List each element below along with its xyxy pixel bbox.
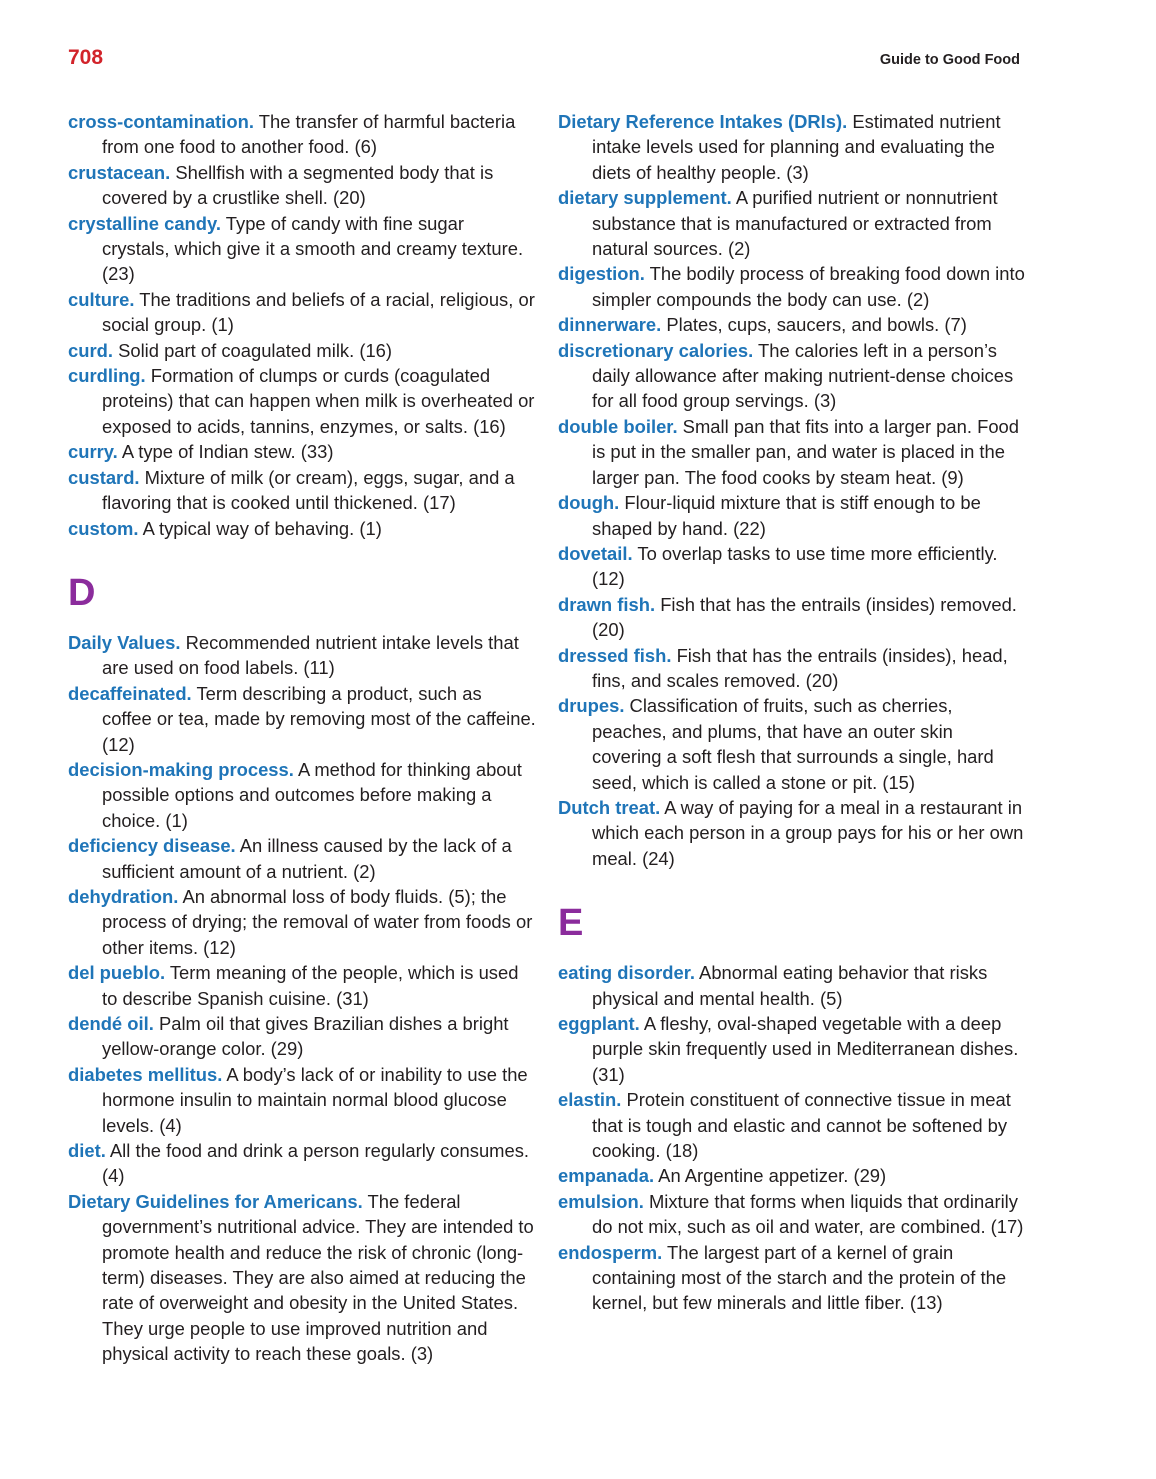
glossary-term: Dietary Guidelines for Americans.	[68, 1190, 363, 1212]
glossary-definition: Formation of clumps or curds (coagulated proteins) that can happen when milk is overheated or exposed to acids, tannins, enzymes, or salts. (16)	[102, 365, 535, 437]
glossary-entry	[68, 363, 536, 439]
glossary-entry	[558, 490, 1026, 541]
glossary-definition: An abnormal loss of body fluids. (5); the process of drying; the removal of water from foods or other items. (12)	[102, 885, 533, 958]
left-section-entries	[68, 630, 536, 1367]
page-number: 708	[68, 46, 104, 69]
glossary-definition: The traditions and beliefs of a racial, religious, or social group. (1)	[102, 288, 535, 336]
glossary-term: double boiler.	[558, 415, 678, 437]
glossary-entry	[558, 643, 1026, 694]
glossary-definition: A body’s lack of or inability to use the hormone insulin to maintain normal blood glucose levels. (4)	[102, 1063, 528, 1136]
glossary-definition: Shellfish with a segmented body that is covered by a crustlike shell. (20)	[102, 161, 494, 209]
glossary-term: Daily Values.	[68, 631, 181, 653]
glossary-term: deficiency disease.	[68, 835, 236, 857]
glossary-entry	[68, 630, 536, 681]
glossary-definition: Flour-liquid mixture that is stiff enough to be shaped by hand. (22)	[592, 492, 981, 539]
glossary-entry	[558, 1240, 1026, 1316]
glossary-term: eggplant.	[558, 1013, 640, 1034]
glossary-entry	[68, 1062, 536, 1138]
glossary-definition: A way of paying for a meal in a restaurant in which each person in a group pays for his or her own meal. (24)	[592, 796, 1024, 869]
glossary-term: dinnerware.	[558, 314, 662, 336]
glossary-entry	[558, 1087, 1026, 1163]
glossary-entry	[68, 960, 536, 1011]
glossary-term: drawn fish.	[558, 593, 656, 615]
glossary-entry	[558, 312, 1026, 337]
glossary-term: dendé oil.	[68, 1013, 154, 1034]
glossary-definition: A type of Indian stew. (33)	[117, 441, 334, 463]
glossary-definition: Fish that has the entrails (insides) removed. (20)	[592, 593, 1017, 641]
glossary-entry	[68, 439, 536, 464]
glossary-entry	[68, 1011, 536, 1062]
glossary-term: emulsion.	[558, 1190, 644, 1212]
glossary-definition: Solid part of coagulated milk. (16)	[112, 339, 393, 361]
glossary-term: Dietary Reference Intakes (DRIs).	[558, 111, 848, 132]
glossary-term: elastin.	[558, 1089, 622, 1111]
glossary-entry	[558, 109, 1026, 185]
glossary-definition: The federal government’s nutritional advice. They are intended to promote health and reduce the risk of chronic (long-term) diseases. They are also aimed at reducing the rate of overweight and obesity in the United States. They urge people to use improved nutrition and physical activity to reach these goals. (3)	[102, 1190, 534, 1365]
glossary-entry	[68, 465, 536, 516]
glossary-definition: Fish that has the entrails (insides), head, fins, and scales removed. (20)	[592, 644, 1008, 691]
right-column	[558, 109, 1026, 1316]
glossary-entry	[558, 795, 1026, 871]
glossary-term: decaffeinated.	[68, 682, 192, 704]
glossary-definition: The calories left in a person’s daily allowance after making nutrient-dense choices for all food group servings. (3)	[592, 339, 1014, 412]
glossary-definition: The transfer of harmful bacteria from one food to another food. (6)	[102, 111, 516, 158]
glossary-definition: The largest part of a kernel of grain containing most of the starch and the protein of the kernel, but few minerals and little fiber. (13)	[592, 1241, 1007, 1314]
glossary-entry	[68, 160, 536, 211]
glossary-entry	[68, 516, 536, 541]
glossary-entry	[68, 1189, 536, 1367]
glossary-definition: Abnormal eating behavior that risks physical and mental health. (5)	[592, 962, 988, 1009]
glossary-definition: Classification of fruits, such as cherries, peaches, and plums, that have an outer skin covering a soft flesh that surrounds a single, hard seed, which is called a stone or pit. (15)	[592, 695, 994, 793]
glossary-definition: A purified nutrient or nonnutrient substance that is manufactured or extracted from natural sources. (2)	[592, 187, 998, 260]
glossary-entry	[558, 261, 1026, 312]
right-top-entries	[558, 109, 1026, 871]
glossary-term: crystalline candy.	[68, 212, 221, 234]
glossary-term: curdling.	[68, 365, 146, 387]
glossary-term: dietary supplement.	[558, 187, 732, 209]
glossary-term: del pueblo.	[68, 962, 166, 984]
glossary-definition: An illness caused by the lack of a sufficient amount of a nutrient. (2)	[102, 835, 512, 882]
right-section-entries	[558, 960, 1026, 1316]
glossary-entry	[68, 884, 536, 960]
glossary-definition: Plates, cups, saucers, and bowls. (7)	[661, 314, 967, 336]
glossary-entry	[68, 211, 536, 287]
glossary-term: cross-contamination.	[68, 111, 254, 132]
running-head: Guide to Good Food	[879, 52, 1020, 68]
glossary-term: drupes.	[558, 695, 625, 717]
glossary-entry	[68, 287, 536, 338]
glossary-entry	[558, 1011, 1026, 1087]
glossary-entry	[558, 693, 1026, 795]
glossary-definition: A fleshy, oval-shaped vegetable with a deep purple skin frequently used in Mediterranean dishes. (31)	[592, 1013, 1019, 1085]
glossary-term: dehydration.	[68, 885, 179, 907]
glossary-definition: All the food and drink a person regularly consumes. (4)	[102, 1140, 530, 1187]
glossary-term: eating disorder.	[558, 962, 695, 984]
section-letter-d: D	[68, 571, 96, 614]
glossary-definition: Mixture of milk (or cream), eggs, sugar, and a flavoring that is cooked until thickened. (17)	[102, 466, 515, 514]
left-column	[68, 109, 536, 1367]
glossary-term: empanada.	[558, 1165, 655, 1187]
glossary-term: custom.	[68, 517, 139, 539]
glossary-entry	[558, 414, 1026, 490]
glossary-term: decision-making process.	[68, 758, 294, 780]
glossary-entry	[558, 541, 1026, 592]
glossary-definition: Recommended nutrient intake levels that are used on food labels. (11)	[102, 631, 519, 679]
glossary-definition: Term describing a product, such as coffee or tea, made by removing most of the caffeine. (12)	[102, 682, 536, 755]
glossary-term: custard.	[68, 466, 140, 488]
glossary-entry	[68, 757, 536, 833]
glossary-term: diabetes mellitus.	[68, 1063, 223, 1085]
glossary-entry	[558, 185, 1026, 261]
glossary-definition: A typical way of behaving. (1)	[138, 517, 382, 539]
glossary-definition: Protein constituent of connective tissue in meat that is tough and elastic and cannot be softened by cooking. (18)	[592, 1089, 1011, 1162]
glossary-term: culture.	[68, 288, 135, 310]
glossary-definition: Small pan that fits into a larger pan. Food is put in the smaller pan, and water is placed in the larger pan. The food cooks by steam heat. (9)	[592, 415, 1020, 488]
glossary-definition: To overlap tasks to use time more efficiently. (12)	[592, 542, 998, 590]
glossary-term: digestion.	[558, 263, 645, 285]
glossary-entry	[68, 109, 536, 160]
glossary-term: dressed fish.	[558, 644, 672, 666]
glossary-term: curry.	[68, 441, 118, 463]
glossary-definition: An Argentine appetizer. (29)	[654, 1165, 887, 1187]
section-letter-e: E	[558, 902, 584, 945]
glossary-entry	[68, 681, 536, 757]
glossary-term: Dutch treat.	[558, 796, 661, 818]
glossary-term: curd.	[68, 339, 113, 361]
glossary-entry	[68, 833, 536, 884]
glossary-term: discretionary calories.	[558, 339, 754, 361]
glossary-definition: Estimated nutrient intake levels used for planning and evaluating the diets of healthy people. (3)	[592, 111, 1001, 183]
glossary-definition: The bodily process of breaking food down into simpler compounds the body can use. (2)	[592, 263, 1025, 310]
glossary-definition: Mixture that forms when liquids that ordinarily do not mix, such as oil and water, are combined. (17)	[592, 1190, 1024, 1238]
glossary-entry	[558, 1163, 1026, 1188]
glossary-definition: Type of candy with fine sugar crystals, which give it a smooth and creamy texture. (23)	[102, 212, 524, 285]
glossary-term: dovetail.	[558, 542, 633, 564]
glossary-definition: A method for thinking about possible options and outcomes before making a choice. (1)	[102, 758, 522, 831]
glossary-entry	[558, 1189, 1026, 1240]
glossary-definition: Palm oil that gives Brazilian dishes a bright yellow-orange color. (29)	[102, 1013, 509, 1060]
glossary-entry	[558, 338, 1026, 414]
left-top-entries	[68, 109, 536, 541]
glossary-entry	[68, 338, 536, 363]
glossary-term: crustacean.	[68, 161, 171, 183]
glossary-entry	[558, 960, 1026, 1011]
glossary-term: endosperm.	[558, 1241, 663, 1263]
glossary-entry	[558, 592, 1026, 643]
glossary-term: diet.	[68, 1140, 106, 1162]
glossary-entry	[68, 1138, 536, 1189]
glossary-definition: Term meaning of the people, which is used to describe Spanish cuisine. (31)	[102, 962, 519, 1009]
glossary-term: dough.	[558, 492, 620, 514]
